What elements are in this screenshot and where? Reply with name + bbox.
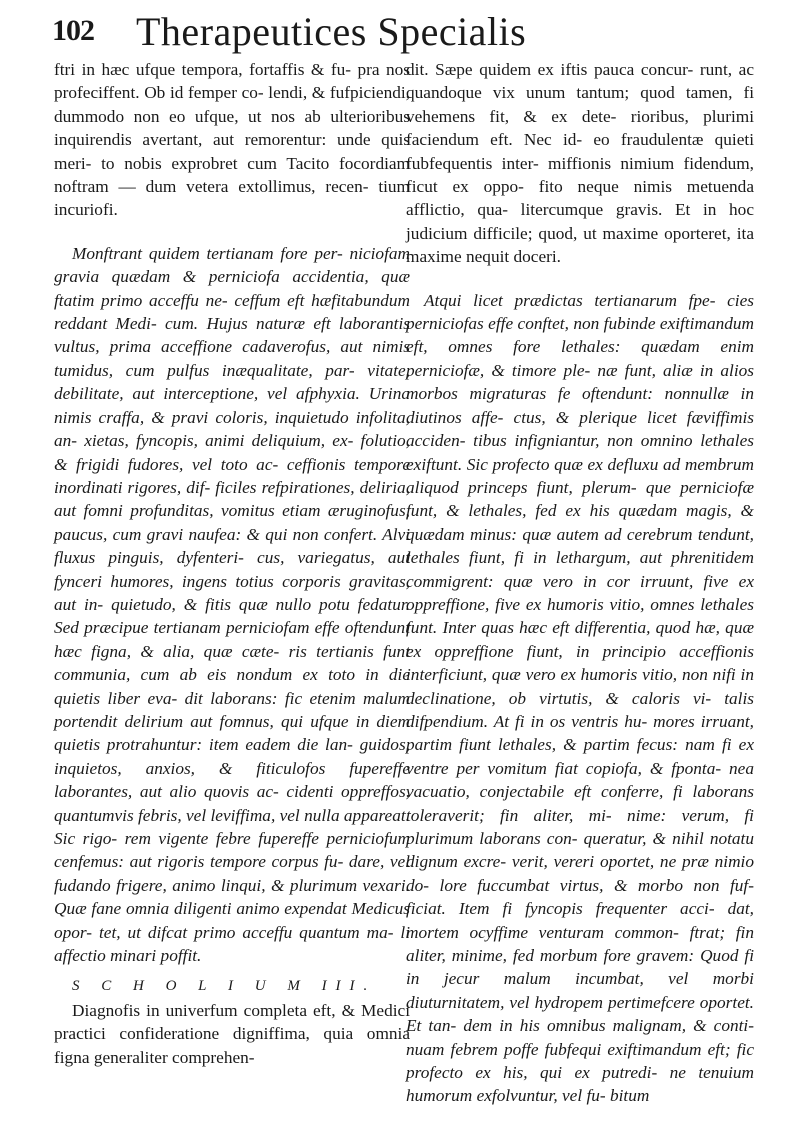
paragraph: Diagnofis in univerfum completa eft, & Medici practici confideratione digniffima, quia omnia figna generaliter comprehen- bbox=[54, 1000, 410, 1067]
paragraph: ftri in hæc ufque tempora, fortaffis & fu- pra nos profeciffent. Ob id femper co- lendi, & fufpiciendi, dummodo non eo ufque, ut nos ab ulterioribus inquirendis avertant, aut remorentur: unde quis meri- to nobis exprobret cum Tacito focordiam noftram — dum vetera extollimus, recen- tium incuriofi. bbox=[54, 60, 410, 220]
paragraph-italic: Atqui licet prædictas tertianarum fpe- cies perniciofas effe conftet, non fubinde exiftimandum eft, omnes fore lethales: quædam enim perniciofæ, & timore ple- næ funt, aliæ in alios morbos migraturas fe oftendunt: nonnullæ in diutinos affe- ctus, & plerique licet fæviffimis acciden- tibus infigniantur, non omnino lethales exiftunt. Sic profecto quæ ex defluxu ad membrum aliquod princeps fiunt, plerum- que perniciofæ funt, & lethales, fed ex his quædam magis, & quædam minus: quæ autem ad cerebrum tendunt, lethales fiunt, fi in lethargum, aut phrenitidem commigrent: quæ vero in cor irruunt, five ex oppreffione, five ex humoris vitio, omnes lethales funt. Inter quas hæc eft differentia, quod hæ, quæ ex oppreffione fiunt, in principio acceffionis interficiunt, quæ vero ex humoris vitio, non nifi in declinatione, ob virtutis, & caloris vi- talis difpendium. At fi in os ventris hu- mores irruant, partim fiunt lethales, & partim fecus: nam fi ex ventre per vomitum fiat copiofa, & fponta- nea vacuatio, conjectabile eft conferre, fi laborans toleraverit; fin aliter, mi- nime: verum, fi plurimum laborans con- queratur, & nihil notatu dignum excre- verit, vereri oportet, ne præ nimio do- lore fuccumbat virtus, & morbo non fuf- ficiat. Item fi fyncopis frequenter acci- dat, mortem ocyffime venturam common- ftrat; fin aliter, minime, fed morbum fore gravem: Quod fi in jecur malum incumbat, vel morbi diuturnitatem, vel hydropem pertimefcere oportet. Et tan- dem in his omnibus malignam, & conti- nuam febrem poffe fubfequi exiftimandum eft; fic profecto ex his, qui ex putredi- ne tenuium humorum exfolvuntur, vel fu- bitum bbox=[406, 290, 754, 1106]
page-header bbox=[52, 6, 752, 54]
left-column bbox=[54, 58, 410, 1069]
scholium-heading: S C H O L I U M III. bbox=[72, 978, 377, 995]
paragraph-italic: Monftrant quidem tertianam fore per- niciofam gravia quædam & perniciofa accidentia, quæ ftatim primo acceffu ne- ceffum eft hæfitabundum reddant Medi- cum. Hujus naturæ eft laborantis vultus, prima acceffione cadaverofus, aut nimis tumidus, cum pulfus inæqualitate, par- vitate, debilitate, aut interceptione, vel afphyxia. Urina nimis craffa, & pravi coloris, inquietudo infolita, an- xietas, fyncopis, animi deliquium, ex- folutio, & frigidi fudores, vel toto ac- ceffionis tempore inordinati rigores, dif- ficiles refpirationes, deliria, aut fomni profunditas, vomitus etiam æruginofus, paucus, cum gravi naufea: & qui non confert. Alvi fluxus pinguis, dyfenteri- cus, variegatus, aut fynceri humores, ingens totius corporis gravitas, aut in- quietudo, & fitis quæ nullo potu fedatur. Sed præcipue tertianam perniciofam effe oftendunt hæc figna, & alia, quæ cæte- ris tertianis funt communia, cum ab eis nondum ex toto in die quietis liber eva- dit laborans: fic etenim malum portendit delirium aut fomnus, qui ufque in diem quietis protrahuntur: item eadem die lan- guidos, inquietos, anxios, & fiticulofos fupereffe laborantes, aut alio quovis ac- cidenti oppreffos, quantumvis febris, vel leviffima, vel nulla appareat. Sic rigo- rem vigente febre fupereffe perniciofum cenfemus: aut rigoris tempore corpus fu- dare, vel fudando frigere, animo linqui, & plurimum vexari. Quæ fane omnia diligenti animo expendat Medicus opor- tet, ut difcat primo acceffu quantum ma- li affectio minari poffit. bbox=[54, 243, 410, 966]
page-number: 102 bbox=[52, 14, 94, 47]
right-column bbox=[406, 58, 754, 1108]
paragraph: dit. Sæpe quidem ex iftis pauca concur- runt, ac quandoque vix unum tantum; quod tamen, fi vehemens fit, & ex dete- rioribus, plurimi faciendum eft. Nec id- eo fraudulentæ quieti fubfequentis inter- miffionis nimium fidendum, ficut ex oppo- fito neque nimis metuenda afflictio, qua- litercumque gravis. Et in hoc judicium difficile; quod, ut maxime oporteret, ita maxime nequit doceri. bbox=[406, 60, 754, 267]
running-title: Therapeutices Specialis bbox=[136, 9, 527, 54]
